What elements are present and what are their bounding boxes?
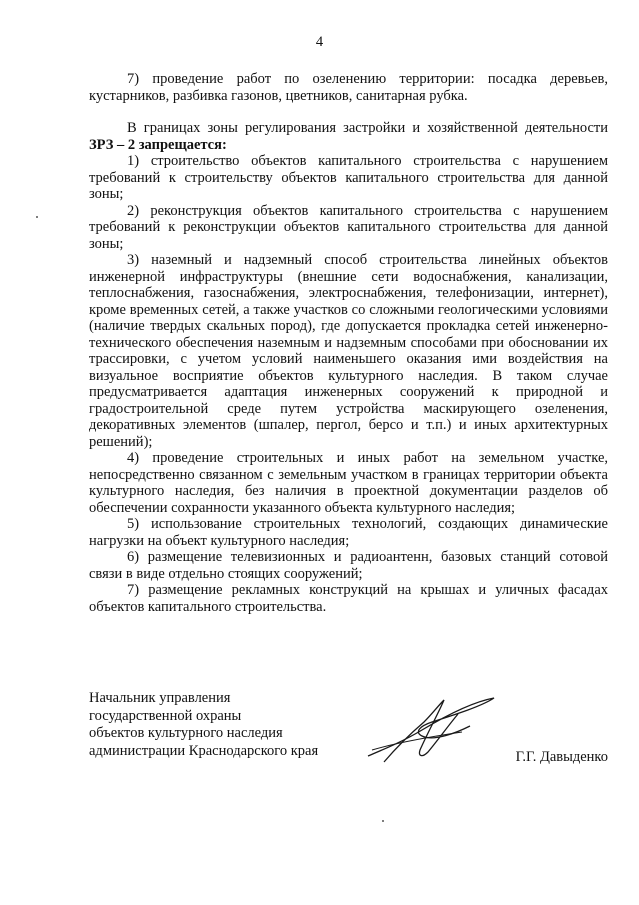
list-item [89,71,608,104]
item-text: проведение строительных и иных работ на земельном участке, непосредственно связанном с земельным участком в границах территории объекта культурного наследия, без наличия в проектной документации разделов об обеспечении сохранности указанного объекта культурного наследия; [89,450,608,516]
item-number: 7) [127,71,140,87]
handwritten-signature [362,692,502,772]
list-item [89,450,608,516]
zone-paragraph [89,120,608,153]
item-number: 4) [127,450,140,466]
zone-intro: В границах зоны регулирования застройки и хозяйственной деятельности [127,120,608,136]
item-number: 5) [127,516,140,532]
item-number: 3) [127,252,140,268]
signatory-title [89,690,389,760]
item-text: проведение работ по озеленению территории: посадка деревьев, кустарников, разбивка газонов, цветников, санитарная рубка. [89,71,608,104]
item-number: 6) [127,549,140,565]
item-text: строительство объектов капитального строительства с нарушением требований к строительству объектов капитального строительства для данной зоны; [89,153,609,202]
zone-name: ЗРЗ – 2 запрещается: [89,136,227,153]
item-number: 2) [127,202,140,219]
list-item [89,153,608,203]
list-item [89,582,608,615]
item-number: 7) [127,582,140,598]
signatory-title-line: государственной охраны [89,707,242,724]
item-text: размещение телевизионных и радиоантенн, базовых станций сотовой связи в виде отдельно стоящих сооружений; [89,549,608,582]
item-text: наземный и надземный способ строительства линейных объектов инженерной инфраструктуры (внешние сети водоснабжения, канализации, теплоснабжения, газоснабжения, электроснабжения, телефонизации, интернет), кроме временных сетей, а также участков со сложными геологическими условиями (наличие твердых скальных пород), где допускается прокладка сетей инженерно-технического обеспечения наземным и надземным способами при обосновании их трассировки, с учетом условий наименьшего оказания ими воздействия на визуальное восприятие объектов культурного наследия. В таком случае предусматривается адаптация инженерных сооружений к природной и градостроительной среде путем устройства маскирующего озеленения, декоративных элементов (шпалер, пергол, берсо и т.п.) и иных архитектурных решений); [89,252,608,450]
signatory-title-line: Начальник управления [89,690,231,706]
scan-speck [36,216,38,218]
list-item [89,516,608,549]
item-text: использование строительных технологий, создающих динамические нагрузки на объект культурного наследия; [89,516,608,549]
signer-name: Г.Г. Давыденко [515,749,608,765]
signatory-title-line: администрации Краснодарского края [89,742,319,759]
item-number: 1) [127,153,140,169]
list-item [89,203,608,253]
item-text: размещение рекламных конструкций на крышах и уличных фасадах объектов капитального строительства. [89,582,609,615]
page-number: 4 [315,34,324,50]
document-body [89,71,608,615]
scan-speck [382,820,384,822]
item-text: реконструкция объектов капитального строительства с нарушением требований к реконструкции объектов капитального строительства для данной зоны; [89,202,608,252]
list-item [89,549,608,582]
list-item [89,252,608,450]
signatory-title-line: объектов культурного наследия [89,725,283,741]
